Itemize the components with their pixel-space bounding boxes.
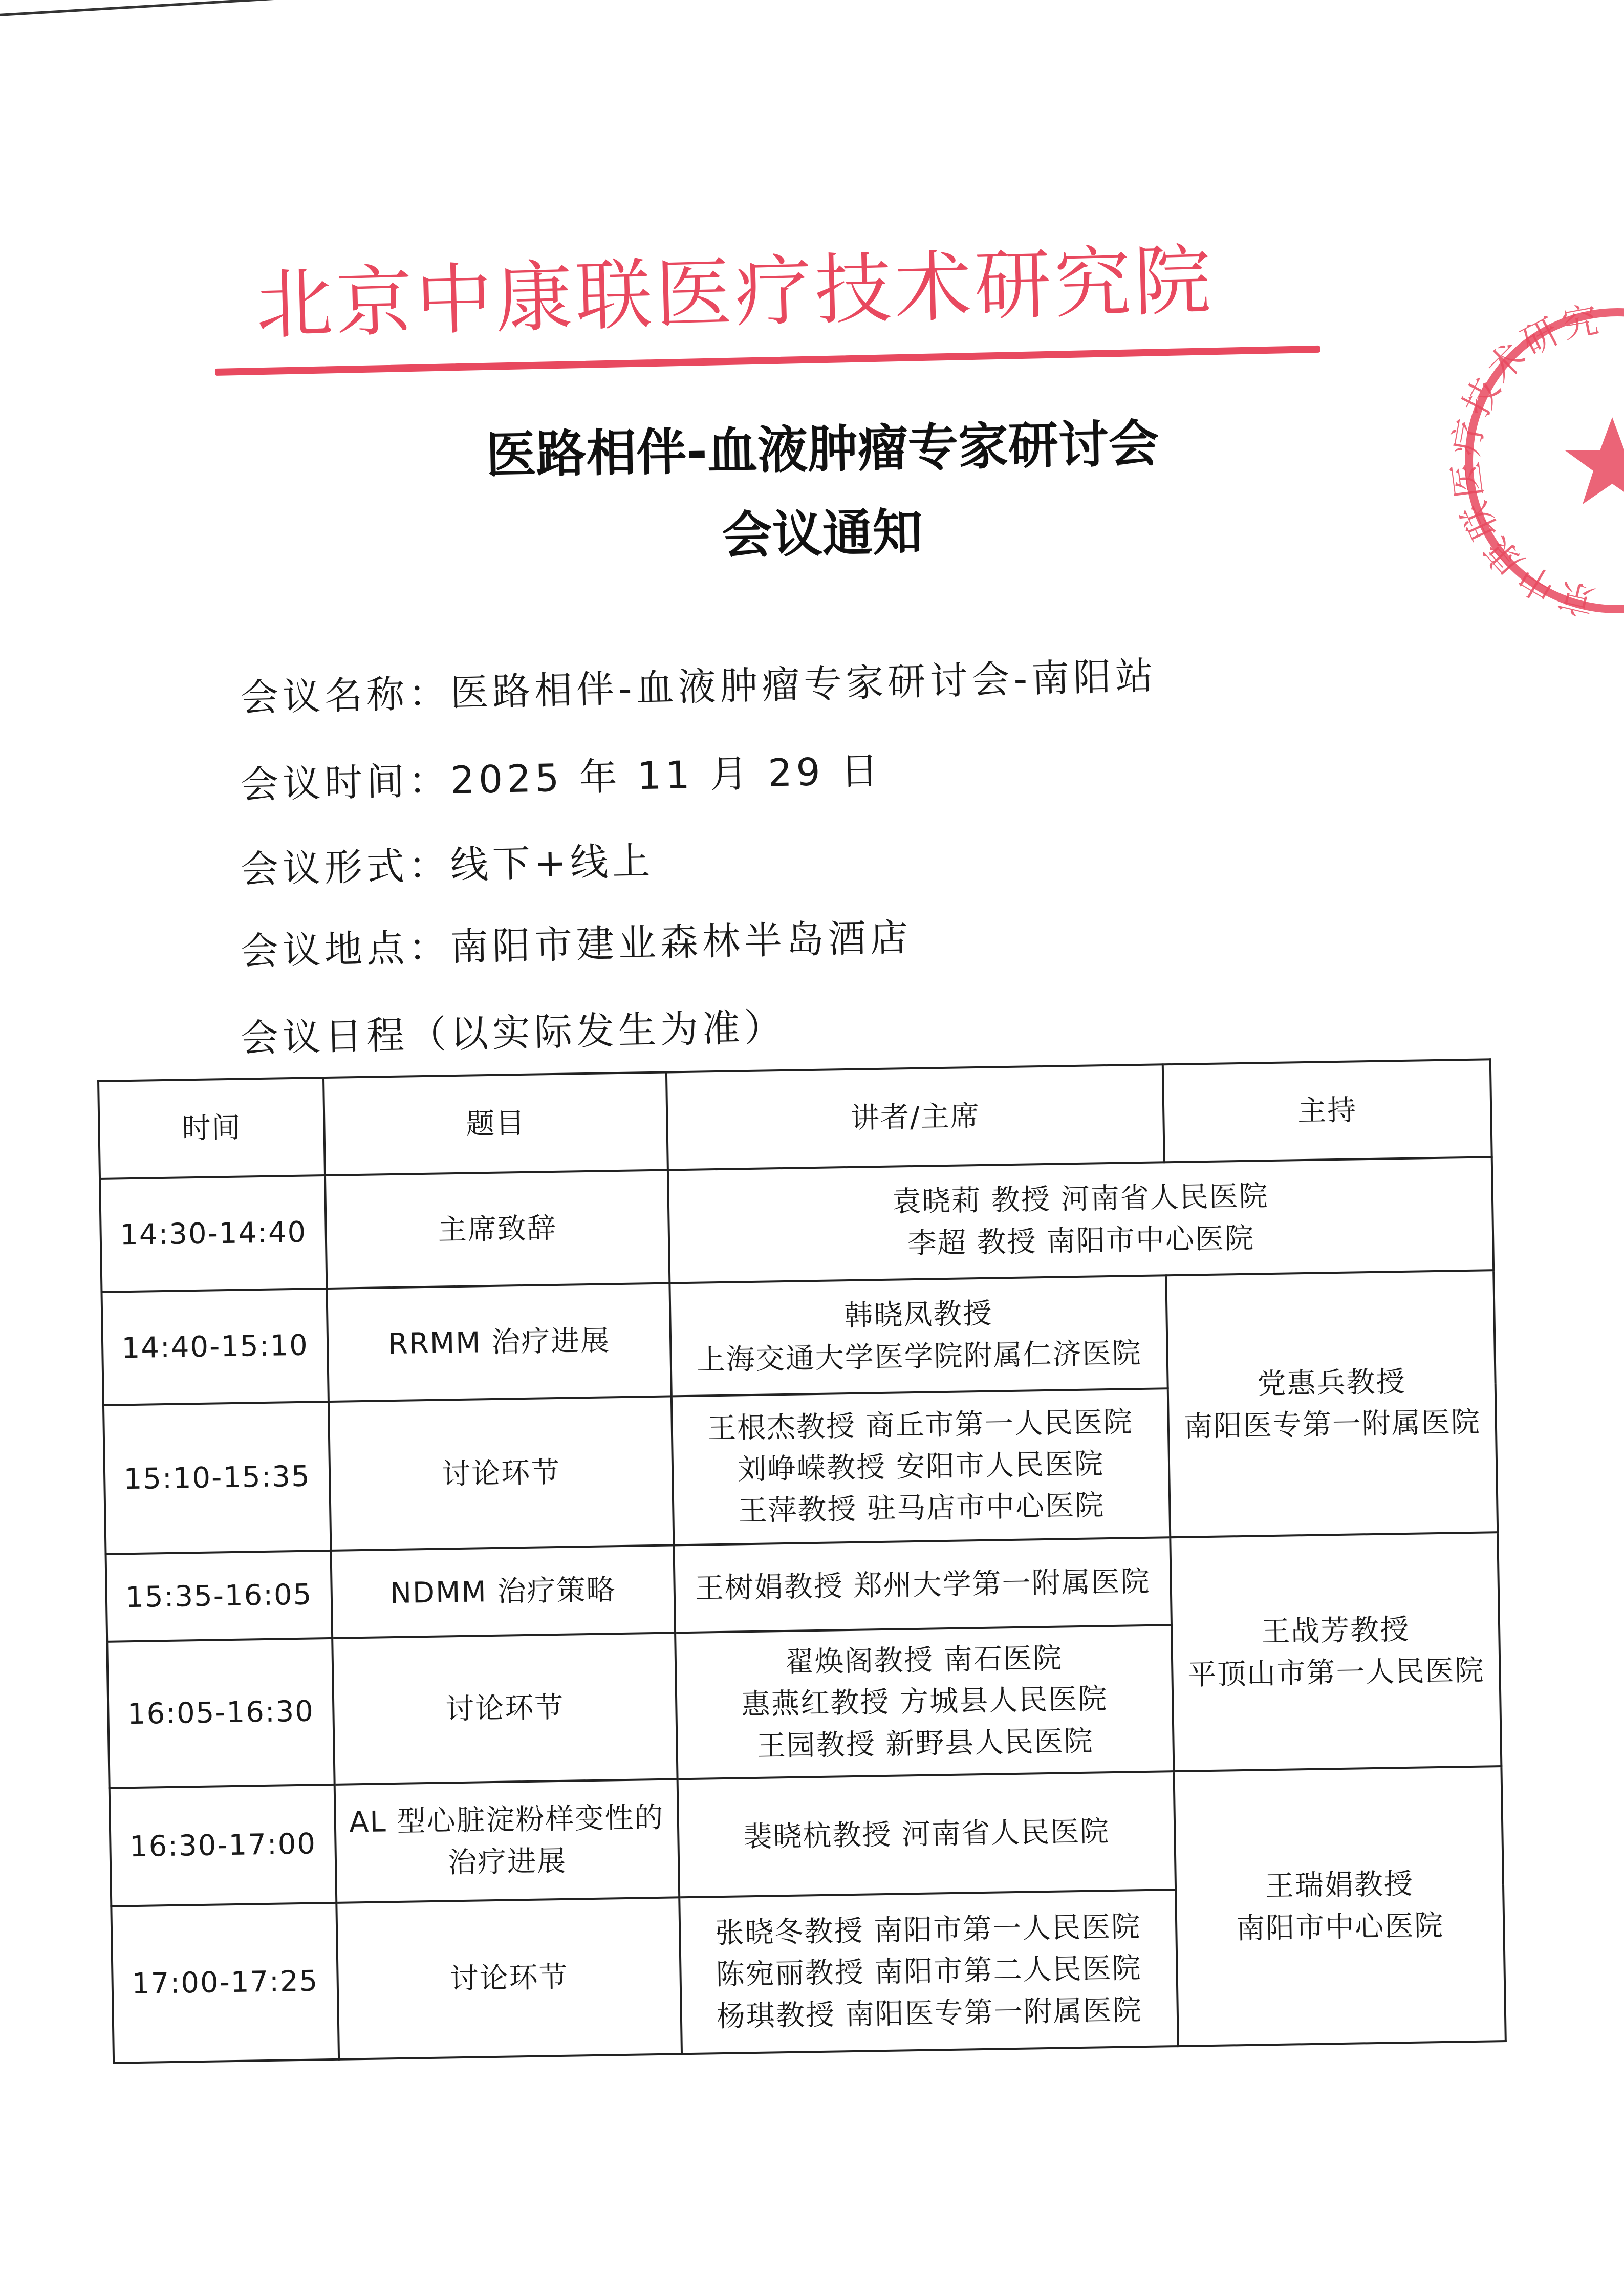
- topic-cell: AL 型心脏淀粉样变性的 治疗进展: [335, 1779, 680, 1902]
- schedule-table: [97, 1058, 1507, 2064]
- header-speaker: 讲者/主席: [666, 1064, 1164, 1170]
- organization-letterhead: 北京中康联医疗技术研究院: [255, 236, 1216, 350]
- meeting-time-row: [240, 727, 1469, 809]
- meeting-format-value: 线下+线上: [450, 839, 655, 888]
- meeting-name-row: [240, 638, 1469, 722]
- scan-edge-line: [0, 0, 501, 17]
- document-title: 医路相伴-血液肿瘤专家研讨会: [485, 415, 1159, 485]
- svg-text:京中康联医疗技术研究院: [1357, 269, 1605, 623]
- meeting-location-value: 南阳市建业森林半岛酒店: [450, 915, 913, 970]
- speaker-cell: 王树娟教授 郑州大学第一附属医院: [674, 1537, 1172, 1633]
- meeting-time-value: 2025 年 11 月 29 日: [450, 748, 883, 803]
- meeting-name-value: 医路相伴-血液肿瘤专家研讨会-南阳站: [449, 654, 1158, 715]
- speaker-cell: 裴晓杭教授 河南省人民医院: [678, 1771, 1176, 1897]
- topic-cell: 主席致辞: [325, 1170, 669, 1289]
- header-topic: 题目: [323, 1072, 668, 1176]
- meeting-time-label: 会议时间：: [240, 758, 451, 807]
- host-cell: 王战芳教授 平顶山市第一人民医院: [1170, 1532, 1501, 1771]
- header-time: 时间: [98, 1078, 325, 1179]
- time-cell: 14:30-14:40: [100, 1175, 327, 1292]
- topic-cell: 讨论环节: [332, 1633, 677, 1784]
- topic-cell: RRMM 治疗进展: [327, 1283, 671, 1401]
- topic-cell: NDMM 治疗策略: [331, 1545, 675, 1638]
- speaker-cell: 袁晓莉 教授 河南省人民医院 李超 教授 南阳市中心医院: [668, 1157, 1493, 1283]
- speaker-cell: 韩晓凤教授 上海交通大学医学院附属仁济医院: [669, 1275, 1167, 1396]
- time-cell: 17:00-17:25: [111, 1903, 339, 2063]
- speaker-cell: 翟焕阁教授 南石医院 惠燕红教授 方城县人民医院 王园教授 新野县人民医院: [675, 1625, 1174, 1779]
- document-subtitle: 会议通知: [721, 503, 923, 566]
- time-cell: 15:35-16:05: [106, 1551, 333, 1642]
- table-row: [102, 1270, 1496, 1405]
- table-row: [110, 1766, 1503, 1906]
- star-icon: [1565, 417, 1624, 504]
- meeting-format-label: 会议形式：: [240, 843, 451, 892]
- host-cell: 王瑞娟教授 南阳市中心医院: [1174, 1766, 1505, 2046]
- table-row: [100, 1157, 1493, 1292]
- seal-text: 京中康联医疗技术研究院: [1357, 269, 1605, 623]
- meeting-location-row: [240, 896, 1469, 976]
- topic-cell: 讨论环节: [329, 1396, 674, 1550]
- meeting-location-label: 会议地点：: [240, 925, 451, 974]
- time-cell: 15:10-15:35: [103, 1402, 331, 1554]
- speaker-cell: 张晓冬教授 南阳市第一人民医院 陈宛丽教授 南阳市第二人民医院 杨琪教授 南阳医专第一附属医院: [679, 1890, 1178, 2054]
- speaker-cell: 王根杰教授 商丘市第一人民医院 刘峥嵘教授 安阳市人民医院 王萍教授 驻马店市中心医院: [672, 1388, 1170, 1545]
- topic-cell: 讨论环节: [336, 1897, 682, 2059]
- meeting-format-row: [240, 814, 1469, 894]
- agenda-heading: 会议日程（以实际发生为准）: [240, 1005, 787, 1061]
- schedule-table-container: [97, 1058, 1515, 2064]
- time-cell: 16:30-17:00: [110, 1785, 337, 1906]
- host-cell: 党惠兵教授 南阳医专第一附属医院: [1166, 1270, 1498, 1537]
- official-seal: [1357, 269, 1624, 630]
- header-host: 主持: [1163, 1059, 1492, 1162]
- time-cell: 14:40-15:10: [102, 1289, 329, 1405]
- meeting-name-label: 会议名称：: [240, 671, 451, 720]
- time-cell: 16:05-16:30: [107, 1638, 334, 1788]
